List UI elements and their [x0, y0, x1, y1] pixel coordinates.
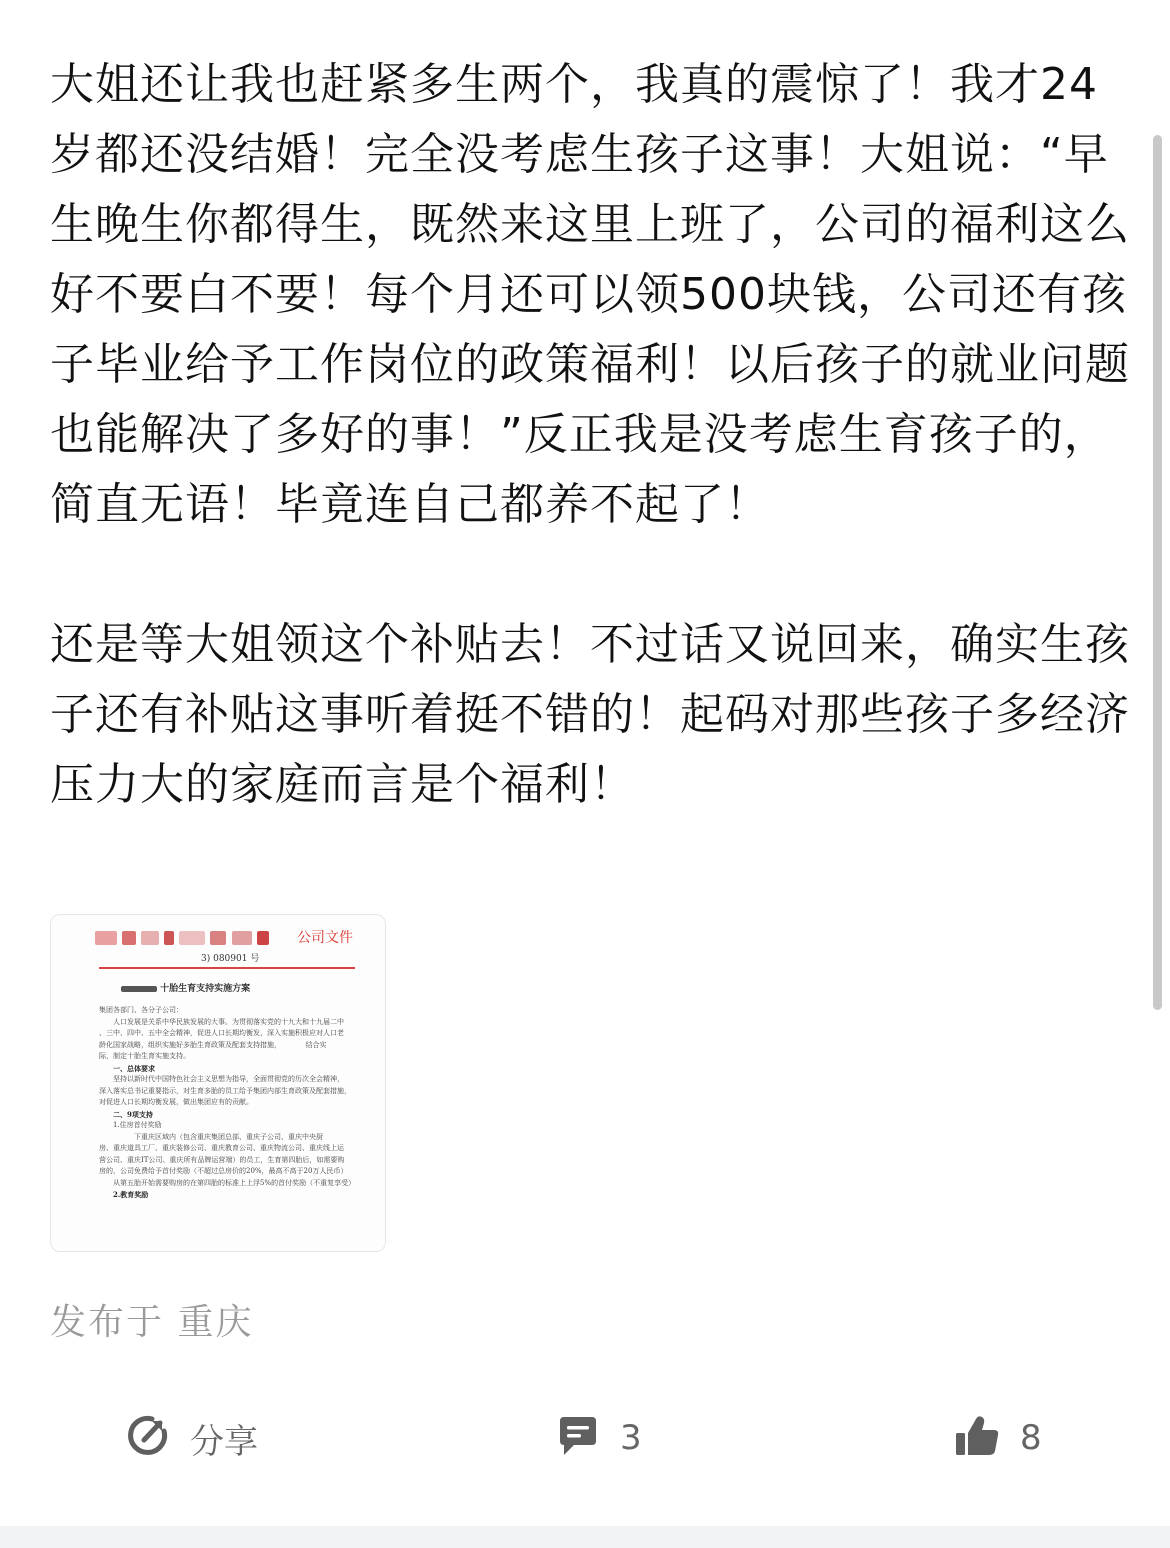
doc-line: 坚持以新时代中国特色社会主义思想为指导，全面贯彻党的历次全会精神，: [99, 1075, 344, 1083]
doc-line: 营公司、重庆IT公司、重庆所有品牌运营端）的员工，生育第四胎后，如需要购: [99, 1155, 345, 1164]
doc-line: 际，制定十胎生育实施支持。: [99, 1052, 190, 1060]
doc-text: [99, 1005, 375, 1201]
scrollbar[interactable]: [1153, 135, 1162, 1010]
comment-button[interactable]: [554, 1414, 642, 1462]
doc-number: 3) 080901 号: [201, 954, 260, 964]
doc-company-label: 公司文件: [297, 930, 353, 946]
comment-count: 3: [620, 1418, 642, 1458]
thumbs-up-icon: [954, 1413, 1000, 1463]
comment-icon: [554, 1413, 600, 1463]
doc-title: 十胎生育支持实施方案: [160, 984, 251, 994]
share-icon: [124, 1413, 170, 1463]
doc-line: 2.教育奖励: [99, 1190, 149, 1199]
doc-line: 房、重庆道具工厂、重庆装修公司、重庆教育公司、重庆物流公司、重庆线上运: [99, 1144, 344, 1152]
doc-line: 从第五胎开始需要购房的在第四胎的标准上上浮5%的首付奖励（不重复享受）: [99, 1178, 356, 1187]
post-paragraph-2: 还是等大姐领这个补贴去！不过话又说回来，确实生孩子还有补贴这事听着挺不错的！起码对那些孩子多经济压力大的家庭而言是个福利！: [50, 619, 1130, 810]
post-location: 发布于 重庆: [50, 1302, 254, 1343]
doc-line: 1.住房首付奖励: [99, 1121, 162, 1129]
doc-line: 二、9项支持: [99, 1109, 153, 1119]
share-label: 分享: [190, 1421, 258, 1462]
doc-line: 、三中、四中、五中全会精神，促进人口长期均衡发，深入实施积极应对人口老: [99, 1029, 344, 1037]
action-bar: [0, 1400, 1170, 1480]
attached-document-image[interactable]: [50, 914, 386, 1252]
doc-line: 对促进人口长期均衡发展，做出集团应有的贡献。: [99, 1098, 253, 1106]
share-button[interactable]: [124, 1414, 258, 1462]
doc-line: 人口发展是关系中华民族发展的大事。为贯彻落实党的十九大和十九届二中: [99, 1017, 344, 1026]
doc-line: 集团各部门、各分子公司：: [99, 1006, 183, 1014]
like-button[interactable]: [954, 1414, 1042, 1462]
doc-line: 下重庆区域内（包含重庆集团总部、重庆子公司、重庆中央厨: [99, 1132, 323, 1141]
bottom-bar-edge: [0, 1526, 1170, 1548]
doc-red-divider: [99, 967, 355, 969]
doc-line: 一、总体要求: [99, 1063, 155, 1073]
doc-line: 房的，公司免费给予首付奖励（不超过总房价的20%，最高不高于20万人民币）: [99, 1167, 348, 1175]
doc-line: 深入落实总书记重要指示，对生育多胎的员工给予集团内部生育政策及配套措施，: [99, 1086, 351, 1095]
like-count: 8: [1020, 1418, 1042, 1458]
post-paragraph-1: 大姐还让我也赶紧多生两个，我真的震惊了！我才24岁都还没结婚！完全没考虑生孩子这事！大姐说：“早生晚生你都得生，既然来这里上班了，公司的福利这么好不要白不要！每个月还可以领500块钱，公司还有孩子毕业给予工作岗位的政策福利！以后孩子的就业问题也能解决了多好的事！”反正我是没考虑生育孩子的，简直无语！毕竟连自己都养不起了！: [50, 59, 1130, 530]
post-body: [50, 50, 1130, 820]
doc-line: 龄化国家战略，组织实施好多胎生育政策及配套支持措施， 结合实: [99, 1040, 327, 1049]
doc-title-row: [121, 981, 361, 994]
